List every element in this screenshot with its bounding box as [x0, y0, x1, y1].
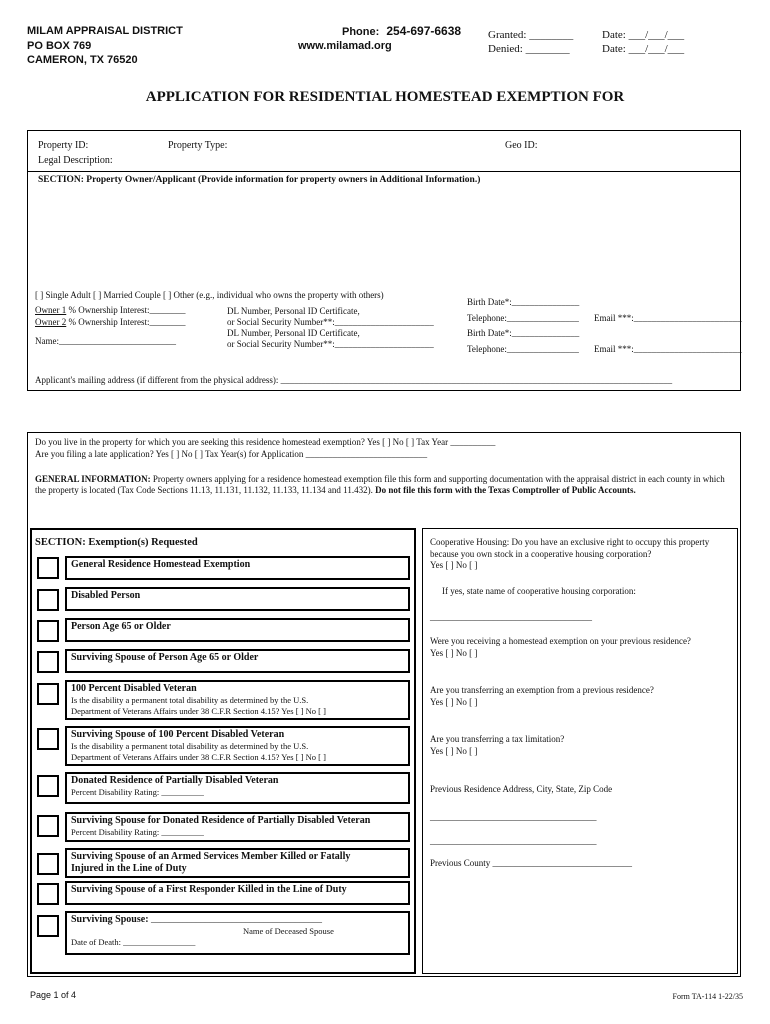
donated-residence-checkbox[interactable]: [37, 775, 59, 797]
birth-date-1[interactable]: Birth Date*:_______________: [467, 297, 580, 307]
previous-exemption-question: Were you receiving a homestead exemption on your previous residence?: [430, 636, 691, 646]
general-residence-checkbox[interactable]: [37, 557, 59, 579]
age65-checkbox[interactable]: [37, 620, 59, 642]
previous-address-label: Previous Residence Address, City, State, Zip Code: [430, 784, 613, 794]
email-2[interactable]: Email ***:________________________: [594, 344, 742, 354]
general-information-label: GENERAL INFORMATION:: [35, 474, 151, 484]
disabled-person-option: [65, 587, 410, 611]
previous-address-field-2[interactable]: _____________________________________: [430, 836, 597, 846]
vet100-checkbox[interactable]: [37, 683, 59, 705]
general-information-warning: Do not file this form with the Texas Comptroller of Public Accounts.: [372, 485, 636, 495]
date-field-2: Date: ___/___/___: [602, 43, 685, 55]
vet100-label: 100 Percent Disabled Veteran: [71, 683, 197, 694]
spouse-donated-option: [65, 812, 410, 842]
dl-line-1a: DL Number, Personal ID Certificate,: [227, 306, 360, 316]
spouse-donated-rating-field[interactable]: Percent Disability Rating: __________: [71, 827, 204, 837]
denied-field: Denied: ________: [488, 43, 570, 55]
age65-label: Person Age 65 or Older: [71, 621, 171, 632]
previous-address-field-1[interactable]: _____________________________________: [430, 812, 597, 822]
owner-name-field[interactable]: Name:__________________________: [35, 336, 176, 346]
surviving-spouse-field[interactable]: ______________________________________: [151, 914, 323, 924]
legal-description-label: Legal Description:: [38, 155, 113, 166]
marital-status[interactable]: [ ] Single Adult [ ] Married Couple [ ] Other (e.g., individual who owns the property with others): [35, 290, 384, 300]
district-name: MILAM APPRAISAL DISTRICT: [27, 25, 183, 37]
transfer-exemption-yes-no[interactable]: Yes [ ] No [ ]: [430, 697, 478, 707]
dl-field-1[interactable]: or Social Security Number**:______________________: [227, 317, 434, 327]
coop-name-field[interactable]: ____________________________________: [430, 612, 592, 622]
geo-id-label: Geo ID:: [505, 140, 538, 151]
date-field-1: Date: ___/___/___: [602, 29, 685, 41]
property-id-label: Property ID:: [38, 140, 89, 151]
tax-limitation-yes-no[interactable]: Yes [ ] No [ ]: [430, 746, 478, 756]
coop-question: Cooperative Housing: Do you have an exclusive right to occupy this property because you own stock in a cooperative housing corporation?: [430, 537, 710, 559]
owner-2-label: Owner 2: [35, 317, 67, 327]
armed-services-label-2: Injured in the Line of Duty: [71, 863, 187, 874]
general-information-text: Property owners applying for a residence homestead exemption file this form and supporting documentation with the appraisal district in each county in which the property is located (Tax Code Sections 11.13, 11.131, 11.132, 11.133, 11.134 and 11.432).: [35, 474, 725, 495]
property-type-label: Property Type:: [168, 140, 228, 151]
late-application-question[interactable]: Are you filing a late application? Yes [ ] No [ ] Tax Year(s) for Application ___________________________: [35, 449, 428, 459]
spouse-vet100-line-2[interactable]: Department of Veterans Affairs under 38 C.F.R Section 4.15? Yes [ ] No [ ]: [71, 751, 326, 762]
owner-section-heading: SECTION: Property Owner/Applicant (Provide information for property owners in Additional Information.): [38, 175, 481, 185]
transfer-exemption-question: Are you transferring an exemption from a previous residence?: [430, 685, 654, 695]
granted-field: Granted: ________: [488, 29, 574, 41]
page-title: APPLICATION FOR RESIDENTIAL HOMESTEAD EXEMPTION FOR: [145, 89, 625, 105]
website: www.milamad.org: [298, 40, 392, 52]
general-residence-label: General Residence Homestead Exemption: [71, 559, 251, 570]
coop-yes-no[interactable]: Yes [ ] No [ ]: [430, 560, 478, 570]
divider: [28, 171, 740, 172]
disabled-person-label: Disabled Person: [71, 590, 141, 601]
surviving-spouse-checkbox[interactable]: [37, 915, 59, 937]
previous-county-field[interactable]: Previous County _______________________________: [430, 858, 633, 868]
owner-2-interest-text: % Ownership Interest:________: [66, 317, 186, 327]
dl-line-2a: DL Number, Personal ID Certificate,: [227, 328, 360, 338]
donated-rating-field[interactable]: Percent Disability Rating: __________: [71, 787, 204, 797]
form-number: Form TA-114 1-22/35: [672, 992, 743, 1001]
first-responder-label: Surviving Spouse of a First Responder Killed in the Line of Duty: [71, 884, 347, 895]
telephone-1[interactable]: Telephone:________________: [467, 313, 579, 323]
city-state-zip: CAMERON, TX 76520: [27, 54, 138, 66]
spouse65-label: Surviving Spouse of Person Age 65 or Older: [71, 652, 259, 663]
armed-services-label-1: Surviving Spouse of an Armed Services Member Killed or Fatally: [71, 851, 351, 862]
surviving-spouse-label: Surviving Spouse:: [71, 914, 152, 925]
donated-residence-label: Donated Residence of Partially Disabled Veteran: [71, 775, 279, 786]
armed-services-checkbox[interactable]: [37, 853, 59, 875]
general-information: [35, 474, 735, 496]
donated-residence-option: [65, 772, 410, 804]
deceased-spouse-caption: Name of Deceased Spouse: [243, 926, 334, 936]
spouse65-option: [65, 649, 410, 673]
surviving-spouse-box: [65, 911, 410, 955]
po-box: PO BOX 769: [27, 40, 92, 52]
previous-exemption-yes-no[interactable]: Yes [ ] No [ ]: [430, 648, 478, 658]
phone-value: 254-697-6638: [386, 24, 462, 38]
age65-option: [65, 618, 410, 642]
owner-1-label: Owner 1: [35, 305, 67, 315]
live-in-property-question[interactable]: Do you live in the property for which you are seeking this residence homestead exemption? Yes [ ] No [ ] Tax Year __________: [35, 437, 496, 447]
spouse-vet100-label: Surviving Spouse of 100 Percent Disabled Veteran: [71, 729, 285, 740]
spouse65-checkbox[interactable]: [37, 651, 59, 673]
vet100-option: [65, 680, 410, 720]
dl-field-2[interactable]: or Social Security Number**:______________________: [227, 339, 434, 349]
email-1[interactable]: Email ***:________________________: [594, 313, 742, 323]
tax-limitation-question: Are you transferring a tax limitation?: [430, 734, 565, 744]
spouse-donated-label: Surviving Spouse for Donated Residence of Partially Disabled Veteran: [71, 815, 371, 826]
spouse-donated-checkbox[interactable]: [37, 815, 59, 837]
exemptions-heading: SECTION: Exemption(s) Requested: [35, 537, 198, 548]
disabled-person-checkbox[interactable]: [37, 589, 59, 611]
mailing-address-field[interactable]: Applicant's mailing address (if different from the physical address): _______________________________________________________________________________________: [35, 375, 673, 385]
first-responder-option: [65, 881, 410, 905]
armed-services-option: [65, 848, 410, 878]
owner-1-interest-text: % Ownership Interest:________: [66, 305, 186, 315]
general-residence-option: [65, 556, 410, 580]
first-responder-checkbox[interactable]: [37, 883, 59, 905]
page-number: Page 1 of 4: [30, 990, 77, 1000]
coop-name-label: If yes, state name of cooperative housing corporation:: [442, 586, 636, 596]
spouse-vet100-option: [65, 726, 410, 766]
owner-1-interest[interactable]: [35, 305, 185, 316]
phone-label: Phone:: [342, 26, 380, 38]
date-of-death-field[interactable]: Date of Death: _________________: [71, 937, 196, 947]
telephone-2[interactable]: Telephone:________________: [467, 344, 579, 354]
spouse-vet100-checkbox[interactable]: [37, 728, 59, 750]
vet100-line-2[interactable]: Department of Veterans Affairs under 38 C.F.R Section 4.15? Yes [ ] No [ ]: [71, 705, 326, 716]
spouse-vet100-line-1: Is the disability a permanent total disability as determined by the U.S.: [71, 741, 309, 751]
surviving-spouse-row[interactable]: [71, 914, 404, 926]
owner-2-interest[interactable]: [35, 317, 185, 328]
phone: [342, 24, 461, 40]
vet100-line-1: Is the disability a permanent total disability as determined by the U.S.: [71, 695, 309, 705]
birth-date-2[interactable]: Birth Date*:_______________: [467, 328, 580, 338]
